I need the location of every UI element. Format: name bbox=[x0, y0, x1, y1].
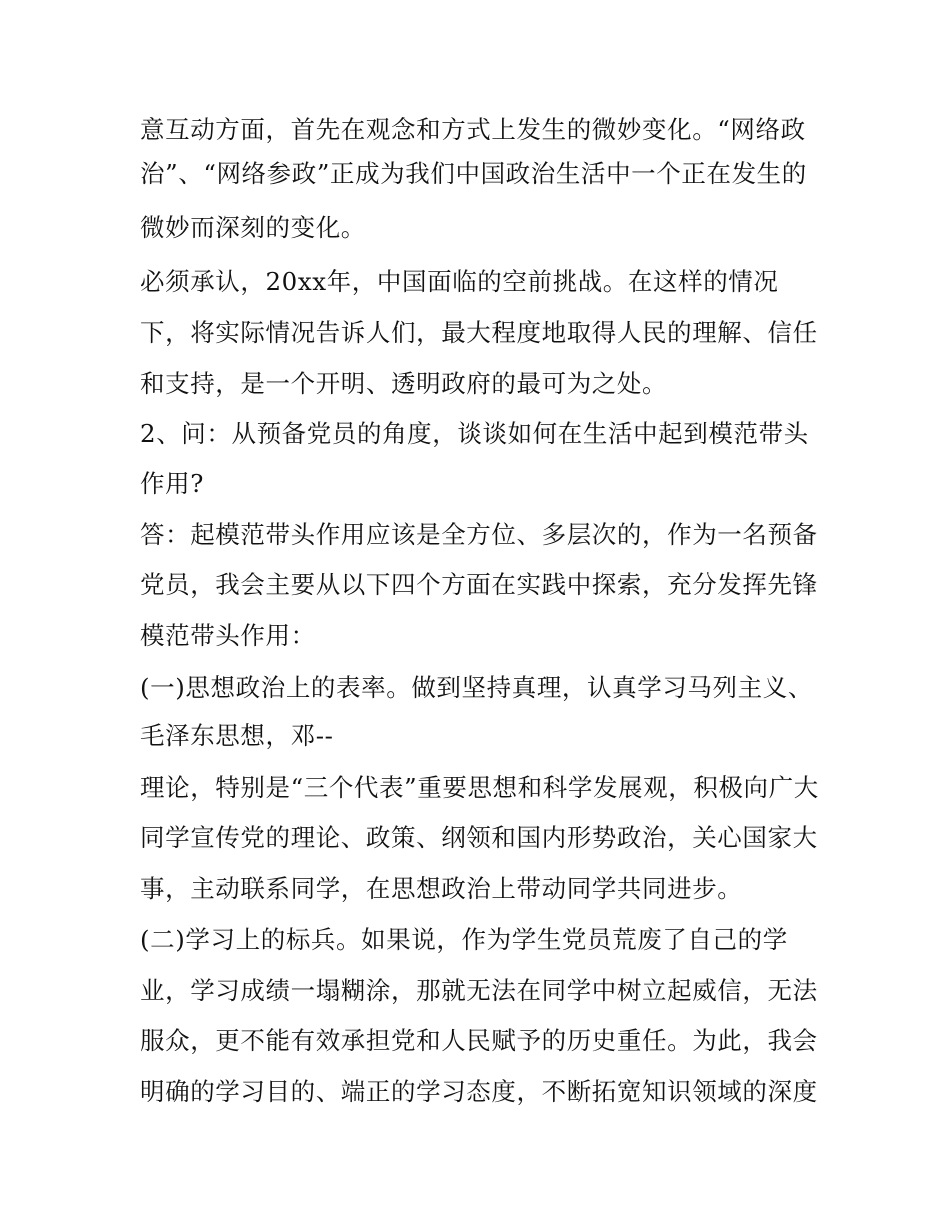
text-line: 党员，我会主要从以下四个方面在实践中探索，充分发挥先锋 bbox=[140, 570, 818, 599]
text-line: 业，学习成绩一塌糊涂，那就无法在同学中树立起威信，无法 bbox=[140, 976, 818, 1005]
text-line: 下，将实际情况告诉人们，最大程度地取得人民的理解、信任 bbox=[140, 318, 818, 347]
text-line: 作用? bbox=[140, 469, 204, 498]
text-line: (二)学习上的标兵。如果说，作为学生党员荒废了自己的学 bbox=[140, 925, 788, 954]
text-line: 毛泽东思想，邓-- bbox=[140, 721, 334, 750]
text-line: 模范带头作用： bbox=[140, 621, 316, 650]
text-line: 理论，特别是“三个代表”重要思想和科学发展观，积极向广大 bbox=[140, 773, 819, 802]
text-line: 2、问：从预备党员的角度，谈谈如何在生活中起到模范带头 bbox=[140, 419, 809, 448]
text-line: 和支持，是一个开明、透明政府的最可为之处。 bbox=[140, 369, 668, 398]
text-line: (一)思想政治上的表率。做到坚持真理，认真学习马列主义、 bbox=[140, 673, 813, 702]
text-line: 微妙而深刻的变化。 bbox=[140, 213, 366, 242]
text-line: 答：起模范带头作用应该是全方位、多层次的，作为一名预备 bbox=[140, 520, 818, 549]
text-line: 必须承认，20xx年，中国面临的空前挑战。在这样的情况 bbox=[140, 267, 779, 296]
text-line: 服众，更不能有效承担党和人民赋予的历史重任。为此，我会 bbox=[140, 1026, 818, 1055]
text-line: 意互动方面，首先在观念和方式上发生的微妙变化。“网络政 bbox=[140, 115, 806, 144]
text-line: 明确的学习目的、端正的学习态度，不断拓宽知识领域的深度 bbox=[140, 1077, 818, 1106]
text-line: 事，主动联系同学，在思想政治上带动同学共同进步。 bbox=[140, 874, 743, 903]
text-line: 治”、“网络参政”正成为我们中国政治生活中一个正在发生的 bbox=[140, 159, 807, 188]
text-line: 同学宣传党的理论、政策、纲领和国内形势政治，关心国家大 bbox=[140, 823, 818, 852]
